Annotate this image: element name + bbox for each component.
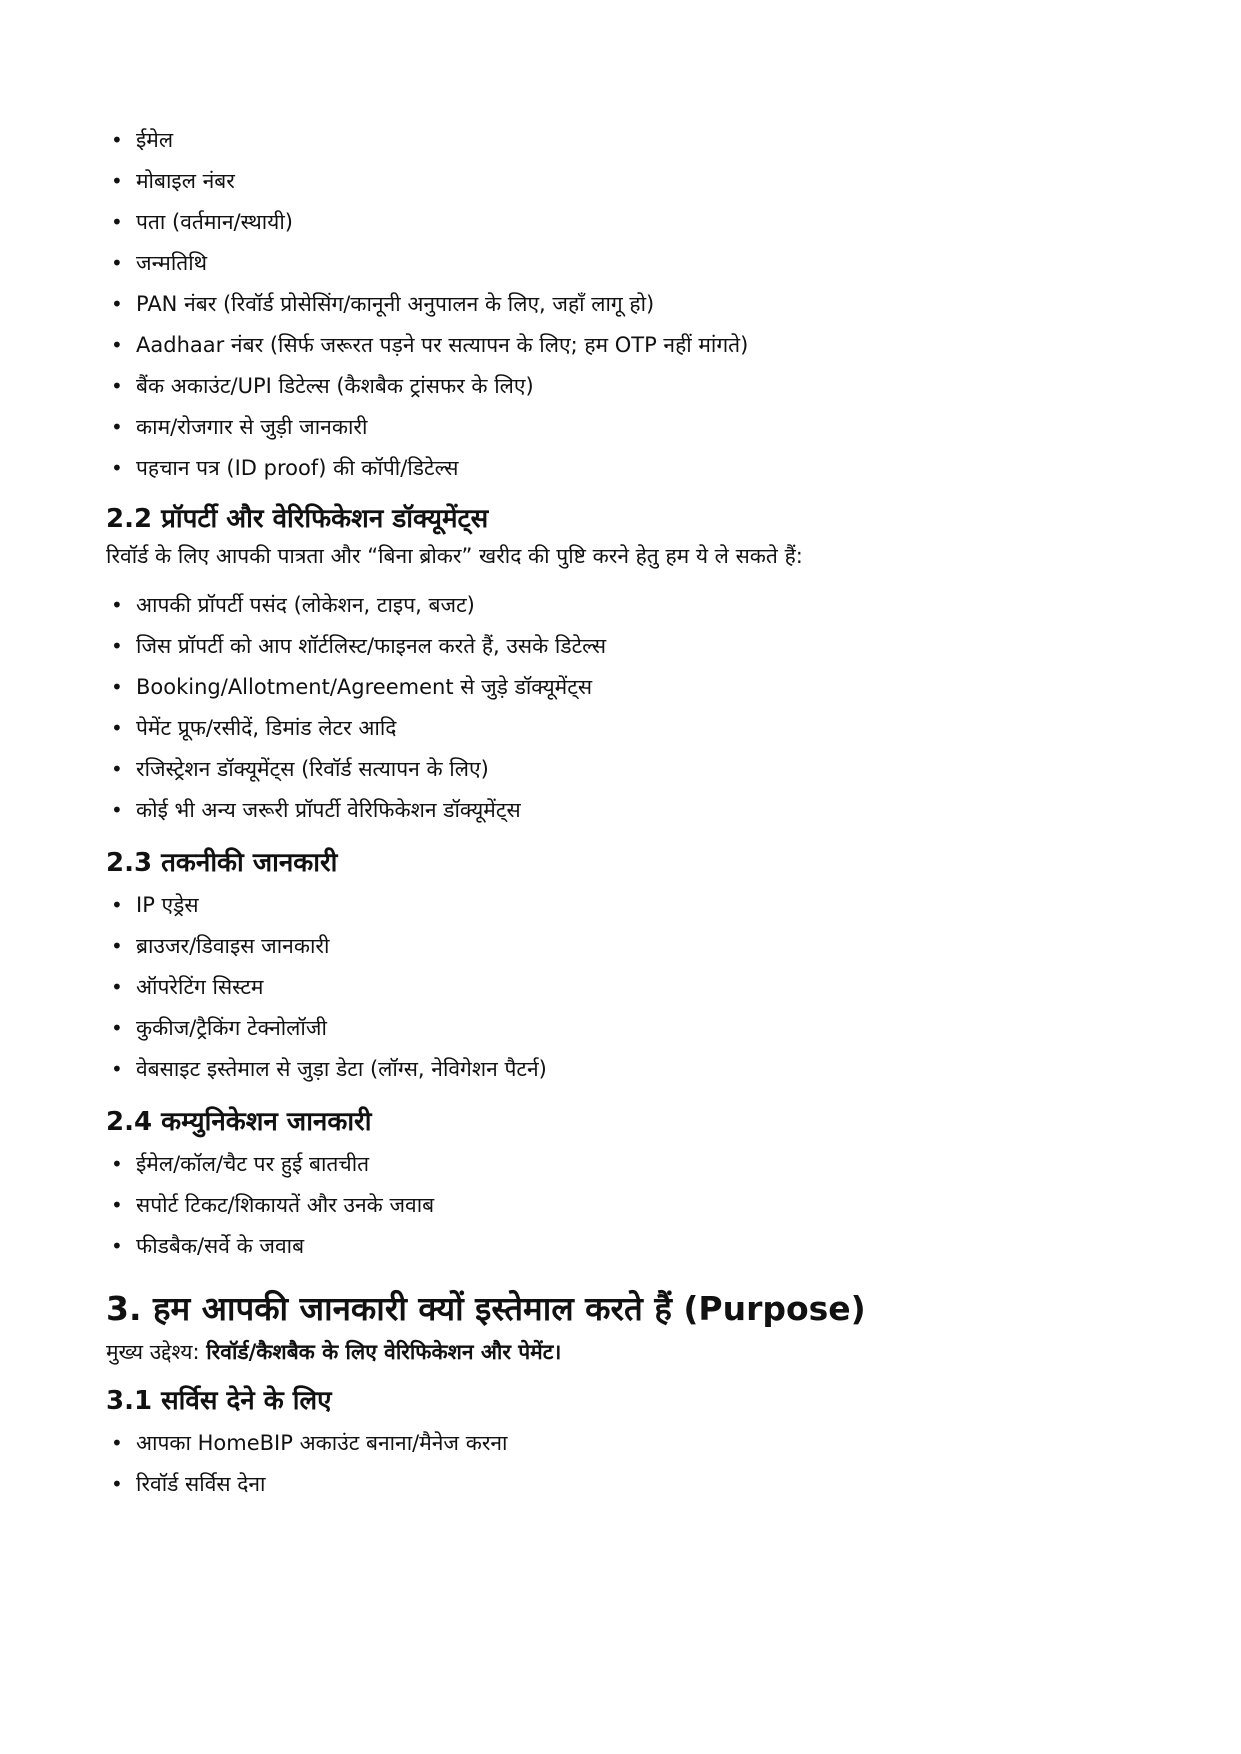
- list-item: • बैंक अकाउंट/UPI डिटेल्स (कैशबैक ट्रांसफर के लिए): [106, 374, 1161, 415]
- list-item: • ऑपरेटिंग सिस्टम: [106, 975, 1161, 1016]
- list-item: • रजिस्ट्रेशन डॉक्यूमेंट्स (रिवॉर्ड सत्यापन के लिए): [106, 757, 1161, 798]
- property-docs-list: [106, 593, 1161, 839]
- list-item: • सपोर्ट टिकट/शिकायतें और उनके जवाब: [106, 1193, 1161, 1234]
- list-item: • Aadhaar नंबर (सिर्फ जरूरत पड़ने पर सत्यापन के लिए; हम OTP नहीं मांगते): [106, 333, 1161, 374]
- section-heading-3: 3. हम आपकी जानकारी क्यों इस्तेमाल करते हैं (Purpose): [106, 1289, 866, 1328]
- list-item: • आपकी प्रॉपर्टी पसंद (लोकेशन, टाइप, बजट): [106, 593, 1161, 634]
- list-item: • आपका HomeBIP अकाउंट बनाना/मैनेज करना: [106, 1431, 1161, 1472]
- service-list: [106, 1431, 1161, 1513]
- section-heading-3-1: 3.1 सर्विस देने के लिए: [106, 1386, 332, 1416]
- list-item: • PAN नंबर (रिवॉर्ड प्रोसेसिंग/कानूनी अनुपालन के लिए, जहाँ लागू हो): [106, 292, 1161, 333]
- list-item: • IP एड्रेस: [106, 893, 1161, 934]
- list-item: • ईमेल: [106, 128, 1161, 169]
- list-item: • फीडबैक/सर्वे के जवाब: [106, 1234, 1161, 1275]
- purpose-bold: रिवॉर्ड/कैशबैक के लिए वेरिफिकेशन और पेमेंट।: [206, 1340, 562, 1364]
- list-item: • कुकीज/ट्रैकिंग टेक्नोलॉजी: [106, 1016, 1161, 1057]
- list-item: • कोई भी अन्य जरूरी प्रॉपर्टी वेरिफिकेशन डॉक्यूमेंट्स: [106, 798, 1161, 839]
- purpose-line: [106, 1339, 1161, 1365]
- list-item: • रिवॉर्ड सर्विस देना: [106, 1472, 1161, 1513]
- section-heading-2-3: 2.3 तकनीकी जानकारी: [106, 848, 338, 878]
- list-item: • जिस प्रॉपर्टी को आप शॉर्टलिस्ट/फाइनल करते हैं, उसके डिटेल्स: [106, 634, 1161, 675]
- list-item: • पेमेंट प्रूफ/रसीदें, डिमांड लेटर आदि: [106, 716, 1161, 757]
- list-item: • जन्मतिथि: [106, 251, 1161, 292]
- section-heading-2-4: 2.4 कम्युनिकेशन जानकारी: [106, 1107, 372, 1137]
- list-item: • वेबसाइट इस्तेमाल से जुड़ा डेटा (लॉग्स, नेविगेशन पैटर्न): [106, 1057, 1161, 1098]
- technical-info-list: [106, 893, 1161, 1098]
- communication-info-list: [106, 1152, 1161, 1275]
- personal-info-list: [106, 128, 1161, 497]
- list-item: • पता (वर्तमान/स्थायी): [106, 210, 1161, 251]
- list-item: • ईमेल/कॉल/चैट पर हुई बातचीत: [106, 1152, 1161, 1193]
- list-item: • ब्राउजर/डिवाइस जानकारी: [106, 934, 1161, 975]
- section-heading-2-2: 2.2 प्रॉपर्टी और वेरिफिकेशन डॉक्यूमेंट्स: [106, 504, 489, 534]
- list-item: • मोबाइल नंबर: [106, 169, 1161, 210]
- list-item: • काम/रोजगार से जुड़ी जानकारी: [106, 415, 1161, 456]
- purpose-prefix: मुख्य उद्देश्य:: [106, 1340, 207, 1364]
- list-item: • Booking/Allotment/Agreement से जुड़े डॉक्यूमेंट्स: [106, 675, 1161, 716]
- section-intro-2-2: रिवॉर्ड के लिए आपकी पात्रता और “बिना ब्रोकर” खरीद की पुष्टि करने हेतु हम ये ले सकते हैं:: [106, 544, 803, 568]
- list-item: • पहचान पत्र (ID proof) की कॉपी/डिटेल्स: [106, 456, 1161, 497]
